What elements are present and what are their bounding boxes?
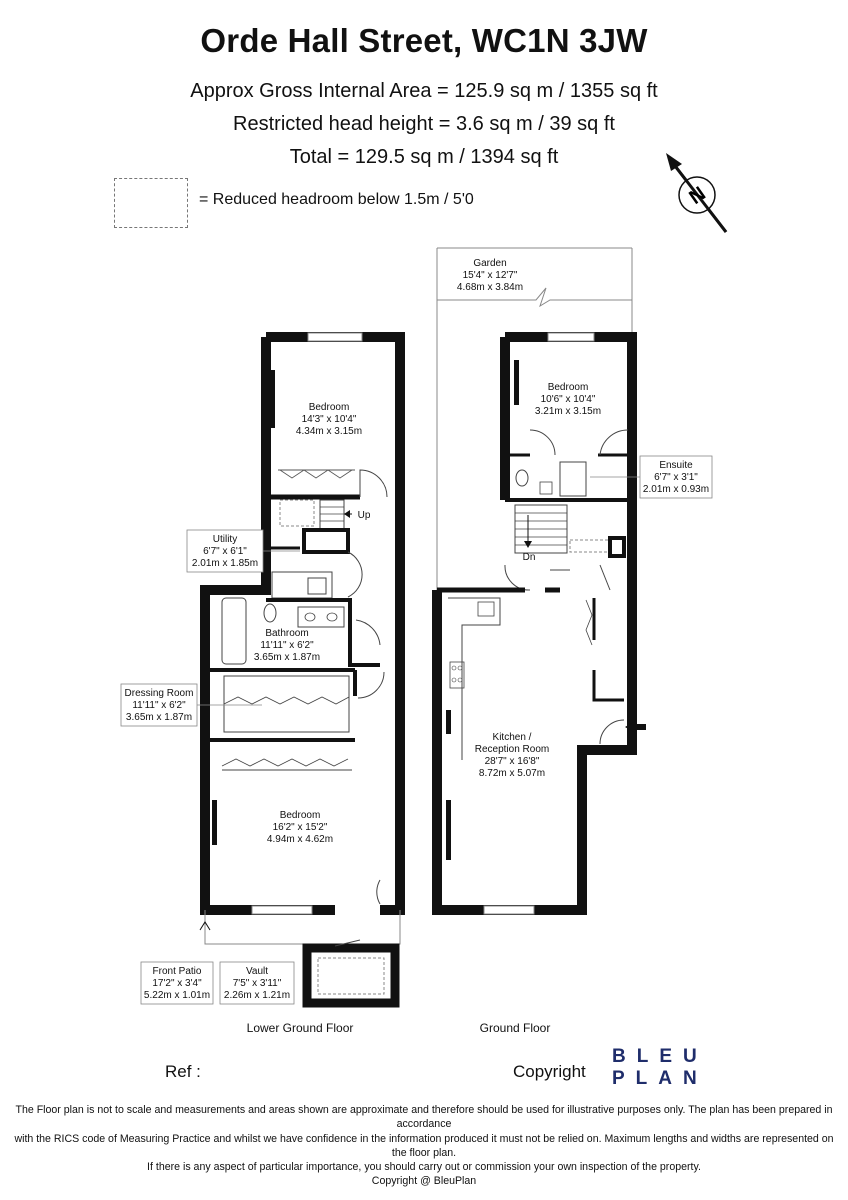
lg-front-patio-imperial: 17'2" x 3'4" — [152, 978, 202, 989]
gf-ensuite-imperial: 6'7" x 3'1" — [654, 472, 698, 483]
north-arrow-icon — [666, 153, 726, 232]
disclaimer-line3: If there is any aspect of particular importance, you should carry out or commission your own inspection of the property. — [147, 1161, 701, 1174]
lg-dressing-room-name: Dressing Room — [124, 688, 194, 699]
gf-kitchen-name-line1: Kitchen / — [492, 732, 532, 743]
ground-floor-plan — [437, 248, 646, 914]
lg-front-patio-name: Front Patio — [152, 966, 202, 977]
lg-bedroom2-metric: 4.94m x 4.62m — [266, 834, 334, 845]
brand-line2: PLAN — [612, 1068, 708, 1089]
gf-garden-imperial: 15'4" x 12'7" — [462, 270, 518, 281]
lg-bedroom1-imperial: 14'3" x 10'4" — [301, 414, 357, 425]
copyright-label: Copyright — [513, 1062, 586, 1081]
lg-dressing-room-imperial: 11'11" x 6'2" — [132, 700, 186, 711]
gf-bedroom-name: Bedroom — [547, 382, 589, 393]
lower-ground-floor-label: Lower Ground Floor — [246, 1021, 354, 1035]
disclaimer-line4: Copyright @ BleuPlan — [371, 1175, 477, 1188]
bleuplan-logo — [612, 1046, 708, 1090]
lg-stair-up-label: Up — [357, 510, 371, 521]
lg-bathroom-metric: 3.65m x 1.87m — [253, 652, 321, 663]
lg-vault-imperial: 7'5" x 3'11" — [232, 978, 282, 989]
lg-bedroom2-imperial: 16'2" x 15'2" — [272, 822, 328, 833]
page-title: Orde Hall Street, WC1N 3JW — [200, 22, 648, 59]
lg-bathroom-imperial: 11'11" x 6'2" — [260, 640, 314, 651]
lg-bedroom1-name: Bedroom — [308, 402, 350, 413]
brand-line1: BLEU — [612, 1046, 708, 1067]
compass-n-label: N — [685, 182, 710, 209]
lg-vault-metric: 2.26m x 1.21m — [223, 990, 291, 1001]
gf-garden-metric: 4.68m x 3.84m — [456, 282, 524, 293]
reduced-headroom-legend-text: = Reduced headroom below 1.5m / 5'0 — [199, 191, 474, 208]
gf-kitchen-imperial: 28'7" x 16'8" — [484, 756, 540, 767]
lg-bedroom1-metric: 4.34m x 3.15m — [295, 426, 363, 437]
reference-label: Ref : — [165, 1062, 201, 1081]
gf-ensuite-metric: 2.01m x 0.93m — [642, 484, 710, 495]
lg-bedroom2-name: Bedroom — [279, 810, 321, 821]
gf-kitchen-name-line2: Reception Room — [474, 744, 550, 755]
gross-area-text: Approx Gross Internal Area = 125.9 sq m / 1355 sq ft — [190, 80, 658, 102]
disclaimer-line2: with the RICS code of Measuring Practice and whilst we have confidence in the information produced it must not be relied on. Maximum lengths and widths are represented on the floor plan. — [14, 1132, 834, 1159]
gf-bedroom-imperial: 10'6" x 10'4" — [540, 394, 596, 405]
ground-floor-label: Ground Floor — [479, 1021, 551, 1035]
lg-utility-metric: 2.01m x 1.85m — [191, 558, 259, 569]
gf-ensuite-name: Ensuite — [659, 460, 693, 471]
lg-utility-name: Utility — [212, 534, 238, 545]
disclaimer — [6, 1103, 842, 1189]
lg-dressing-room-metric: 3.65m x 1.87m — [125, 712, 193, 723]
restricted-area-text: Restricted head height = 3.6 sq m / 39 sq ft — [233, 113, 615, 135]
disclaimer-line1: The Floor plan is not to scale and measurements and areas shown are approximate and therefore should be used for illustrative purposes only. The plan has been prepared in accordance — [15, 1104, 833, 1131]
lg-vault-name: Vault — [245, 966, 269, 977]
lg-front-patio-metric: 5.22m x 1.01m — [143, 990, 211, 1001]
gf-garden-name: Garden — [473, 258, 507, 269]
gf-kitchen-metric: 8.72m x 5.07m — [478, 768, 546, 779]
gf-bedroom-metric: 3.21m x 3.15m — [534, 406, 602, 417]
total-area-text: Total = 129.5 sq m / 1394 sq ft — [289, 146, 559, 168]
lg-utility-imperial: 6'7" x 6'1" — [203, 546, 247, 557]
lg-bathroom-name: Bathroom — [265, 628, 309, 639]
gf-stair-down-label: Dn — [522, 552, 536, 563]
